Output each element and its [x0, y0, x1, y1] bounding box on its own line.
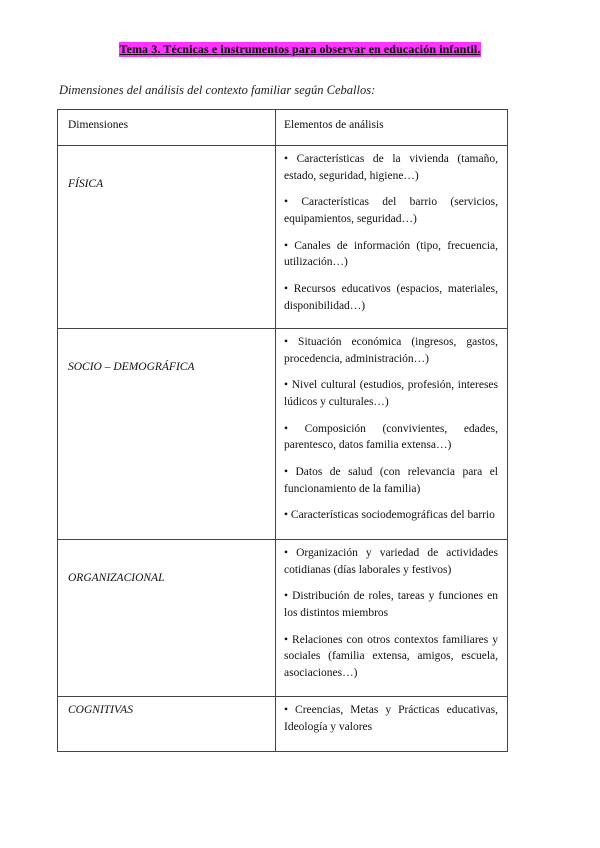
dimension-label: ORGANIZACIONAL — [68, 572, 165, 584]
table-row-socio-demografica — [58, 329, 508, 540]
elements-cell — [276, 540, 508, 697]
dimension-cell — [58, 146, 276, 329]
elements-cell — [276, 697, 508, 752]
element-item: • Organización y variedad de actividades cotidianas (días laborales y festivos) — [284, 547, 498, 576]
table-caption: Dimensiones del análisis del contexto familiar según Ceballos: — [59, 83, 376, 97]
table-row-cognitivas — [58, 697, 508, 752]
element-item: • Composición (convivientes, edades, parentesco, datos familia extensa…) — [284, 422, 498, 452]
element-item: • Creencias, Metas y Prácticas educativas, Ideología y valores — [284, 704, 498, 733]
document-title: Tema 3. Técnicas e instrumentos para observar en educación infantil. — [119, 42, 481, 56]
element-item: • Características de la vivienda (tamaño, estado, seguridad, higiene…) — [284, 153, 498, 182]
dimension-label: FÍSICA — [68, 178, 104, 190]
element-item: • Nivel cultural (estudios, profesión, intereses lúdicos y culturales…) — [284, 379, 498, 409]
element-item: • Distribución de roles, tareas y funciones en los distintos miembros — [284, 590, 498, 620]
dimension-cell — [58, 540, 276, 697]
header-dimensions: Dimensiones — [58, 110, 276, 146]
elements-cell — [276, 329, 508, 540]
element-item: • Datos de salud (con relevancia para el funcionamiento de la familia) — [284, 466, 498, 495]
dimension-cell — [58, 697, 276, 752]
dimensions-table — [57, 109, 508, 752]
header-elements: Elementos de análisis — [276, 110, 508, 146]
dimension-label: SOCIO – DEMOGRÁFICA — [68, 361, 195, 373]
elements-cell — [276, 146, 508, 329]
table-row-organizacional — [58, 540, 508, 697]
element-item: • Relaciones con otros contextos familiares y sociales (familia extensa, amigos, escuela, asociaciones…) — [284, 633, 498, 680]
element-item: • Características del barrio (servicios, equipamientos, seguridad…) — [284, 196, 498, 226]
table-row-fisica — [58, 146, 508, 329]
element-item: • Características sociodemográficas del barrio — [284, 509, 495, 522]
title-wrapper — [0, 40, 600, 58]
dimension-cell — [58, 329, 276, 540]
element-item: • Situación económica (ingresos, gastos, procedencia, administración…) — [284, 336, 498, 365]
table-header-row — [58, 110, 508, 146]
element-item: • Canales de información (tipo, frecuencia, utilización…) — [284, 239, 498, 269]
dimension-label: COGNITIVAS — [68, 704, 133, 716]
element-item: • Recursos educativos (espacios, materiales, disponibilidad…) — [284, 283, 498, 312]
